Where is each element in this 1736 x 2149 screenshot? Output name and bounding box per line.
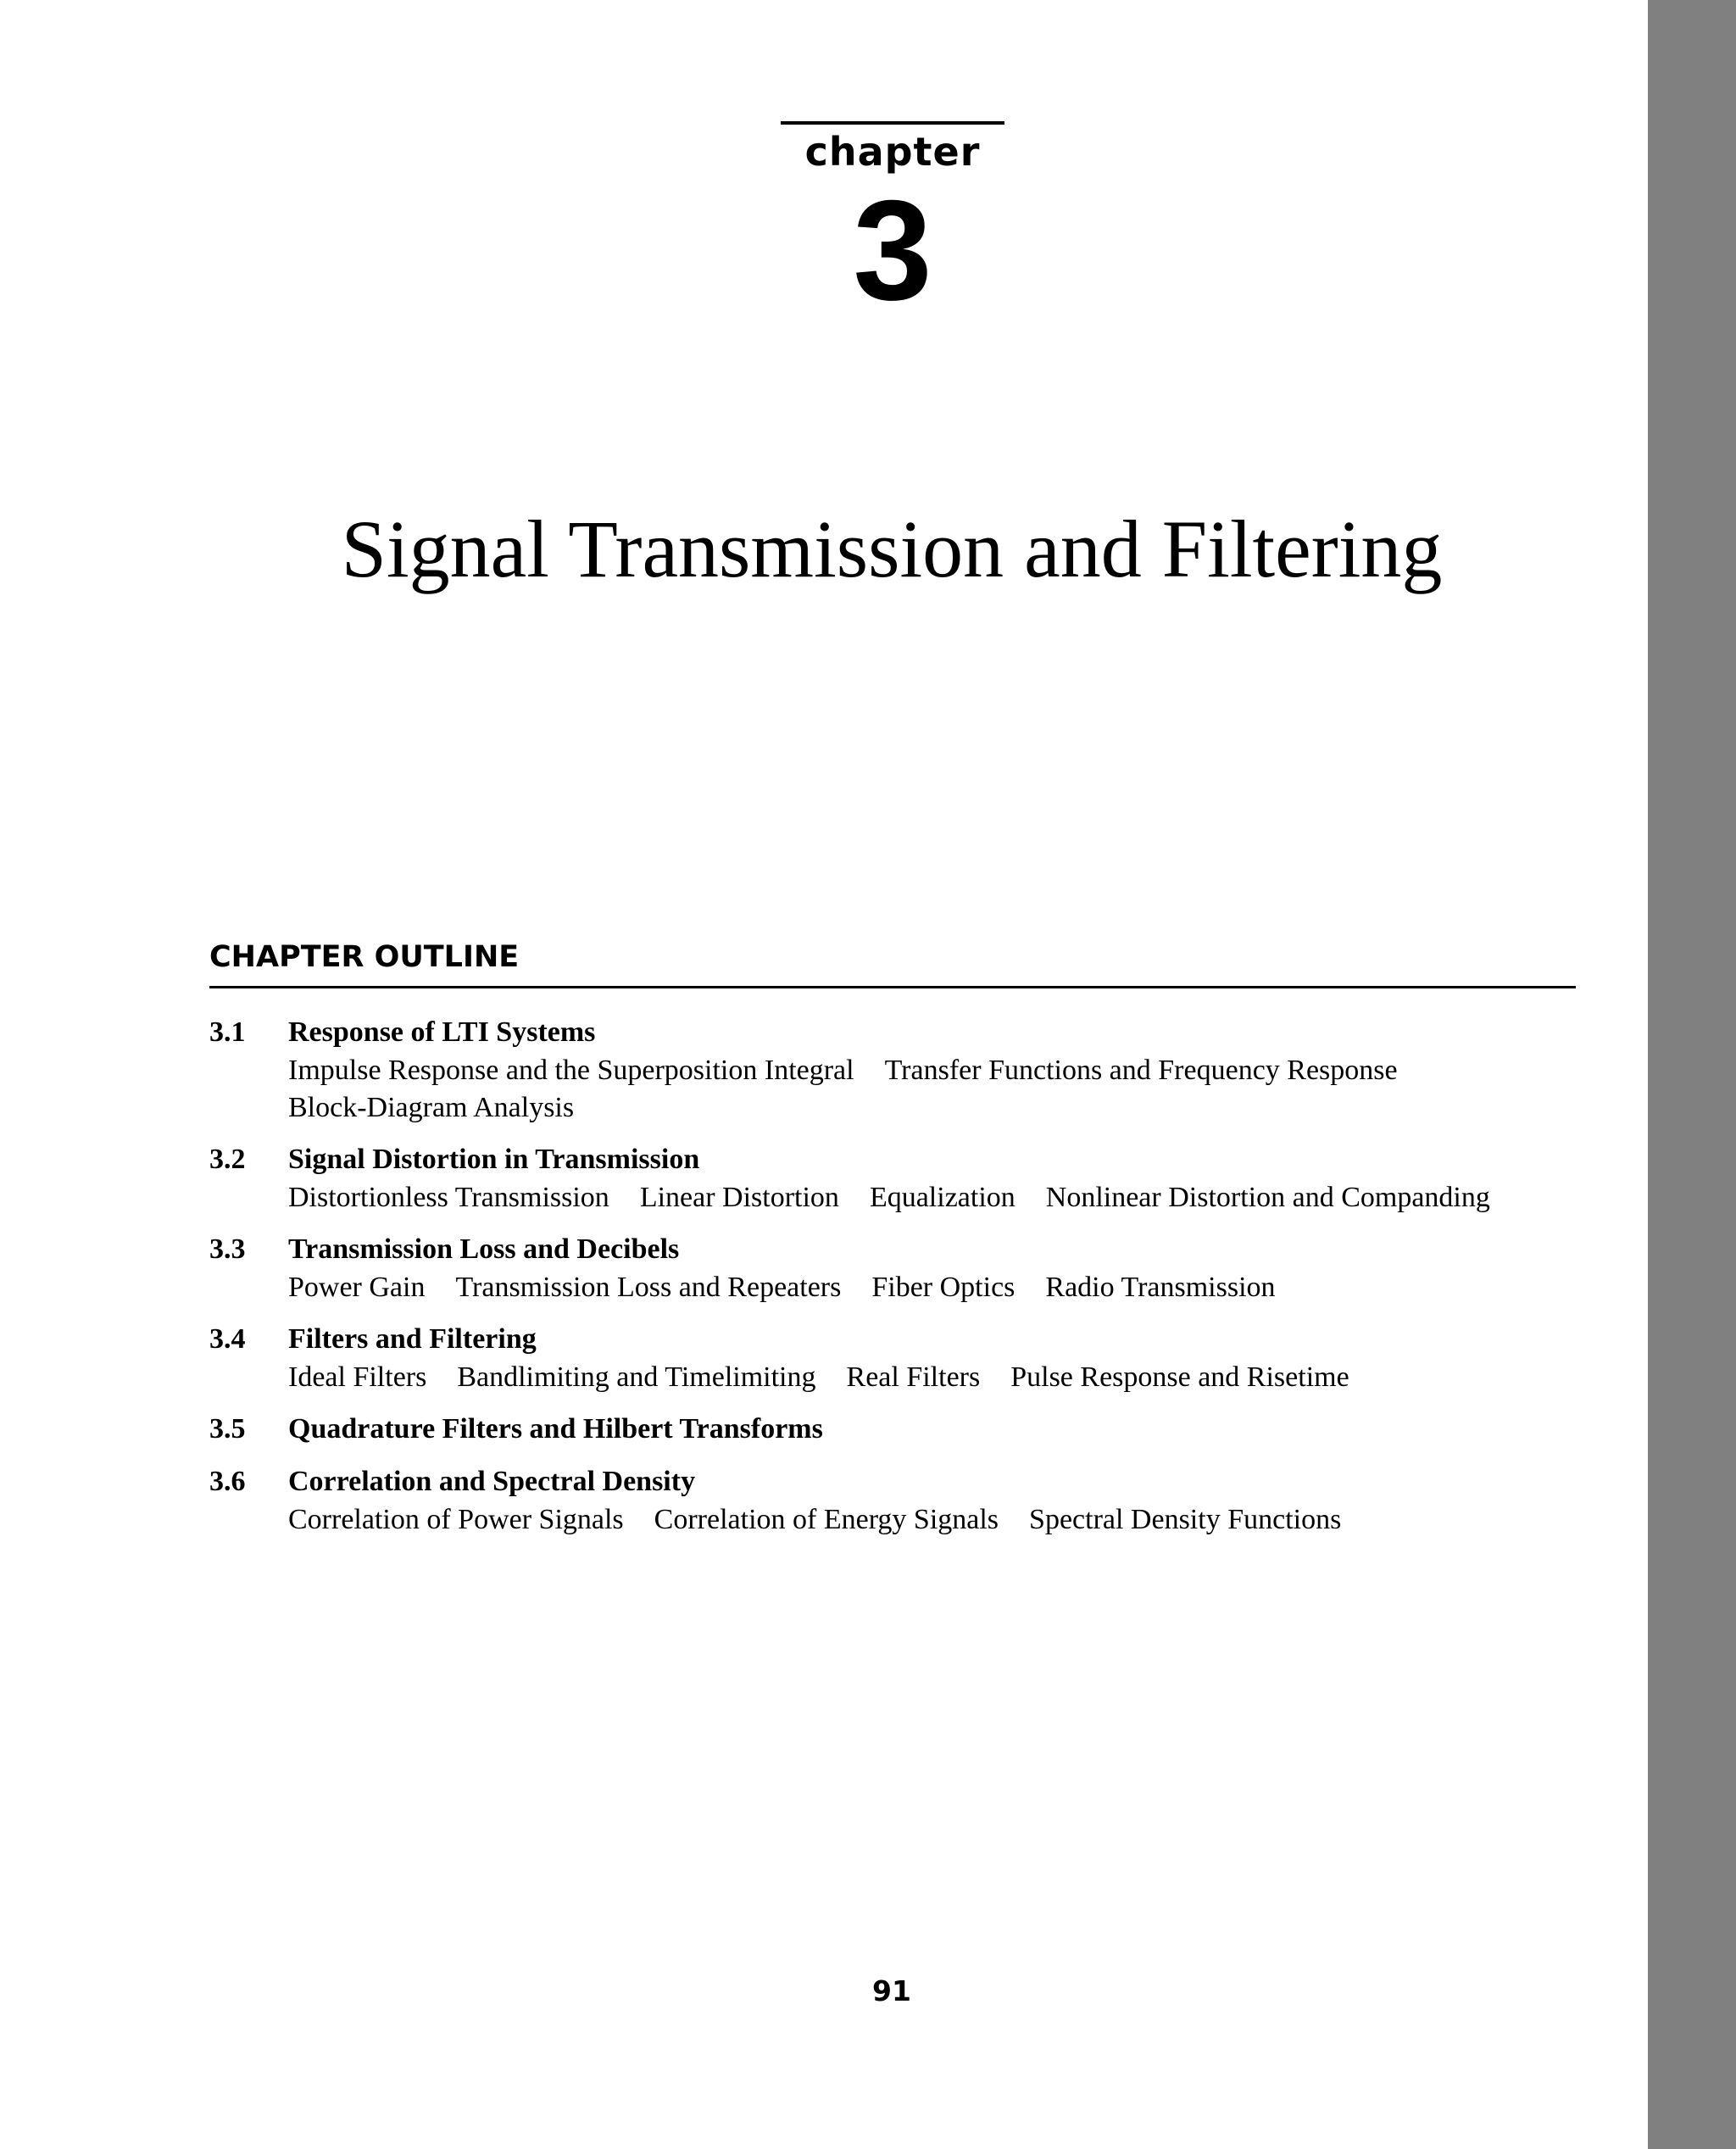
section-number: 3.6: [209, 1466, 246, 1497]
topic: Real Filters: [846, 1361, 981, 1393]
section-number: 3.4: [209, 1323, 246, 1355]
outline-section-3-5: [209, 1410, 1608, 1449]
section-number: 3.3: [209, 1233, 246, 1265]
section-title: Filters and Filtering: [288, 1323, 537, 1355]
topic: Correlation of Energy Signals: [654, 1504, 999, 1535]
topic: Pulse Response and Risetime: [1010, 1361, 1349, 1393]
outline-heading: CHAPTER OUTLINE: [209, 940, 520, 974]
section-title: Transmission Loss and Decibels: [288, 1233, 680, 1265]
outline-section-3-4: [209, 1320, 1608, 1396]
section-number: 3.2: [209, 1144, 246, 1175]
outline-section-3-1: [209, 1013, 1608, 1127]
topic: Block-Diagram Analysis: [288, 1092, 575, 1123]
topic: Power Gain: [288, 1272, 426, 1303]
chapter-number: 3: [853, 170, 932, 330]
section-title: Response of LTI Systems: [288, 1016, 596, 1048]
topic: Nonlinear Distortion and Companding: [1045, 1182, 1490, 1213]
chapter-title: Signal Transmission and Filtering: [341, 504, 1443, 594]
topic: Impulse Response and the Superposition Integral: [288, 1055, 854, 1086]
section-title: Signal Distortion in Transmission: [288, 1144, 700, 1175]
topic: Spectral Density Functions: [1029, 1504, 1342, 1535]
topic: Fiber Optics: [871, 1272, 1015, 1303]
topic: Linear Distortion: [639, 1182, 839, 1213]
chapter-label: chapter: [804, 129, 981, 175]
section-topics: [288, 1269, 1608, 1306]
page-edge-bar: [1648, 0, 1736, 2149]
outline-divider: [209, 986, 1576, 988]
topic: Distortionless Transmission: [288, 1182, 609, 1213]
topic: Equalization: [869, 1182, 1015, 1213]
section-topics: [288, 1501, 1608, 1539]
section-topics: [288, 1052, 1608, 1089]
page-number: 91: [872, 1974, 911, 2007]
topic: Correlation of Power Signals: [288, 1504, 624, 1535]
topic: Radio Transmission: [1045, 1272, 1276, 1303]
topic: Bandlimiting and Timelimiting: [457, 1361, 816, 1393]
section-topics: [288, 1359, 1608, 1396]
section-topics: [288, 1179, 1608, 1216]
topic: Ideal Filters: [288, 1361, 427, 1393]
chapter-rule: [781, 121, 1004, 125]
section-title: Correlation and Spectral Density: [288, 1466, 696, 1497]
outline-section-3-2: [209, 1140, 1608, 1216]
section-topics: [288, 1089, 1608, 1127]
topic: Transmission Loss and Repeaters: [455, 1272, 842, 1303]
section-title: Quadrature Filters and Hilbert Transforms: [288, 1413, 823, 1445]
topic: Transfer Functions and Frequency Response: [884, 1055, 1398, 1086]
section-number: 3.5: [209, 1413, 246, 1445]
outline-list: [209, 1013, 1608, 1552]
outline-section-3-3: [209, 1230, 1608, 1306]
section-number: 3.1: [209, 1016, 246, 1048]
outline-section-3-6: [209, 1462, 1608, 1539]
